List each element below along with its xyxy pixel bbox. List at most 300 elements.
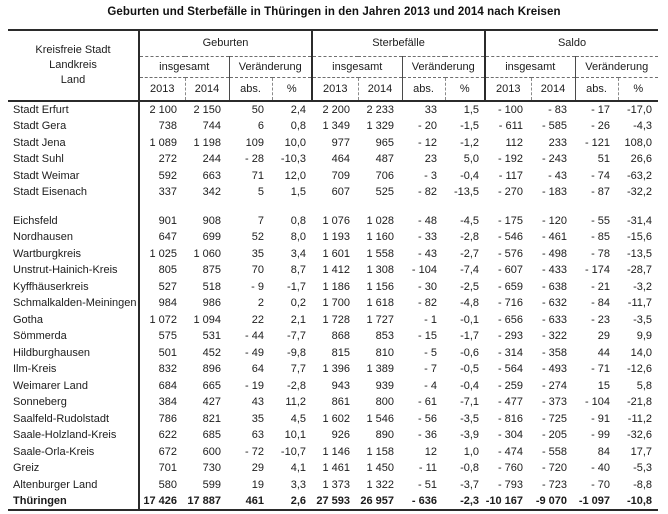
value-cell: - 322 xyxy=(541,330,568,343)
value-cell: - 659 xyxy=(497,280,524,293)
value-cell: 1 025 xyxy=(149,247,177,260)
value-cell: 14,0 xyxy=(630,346,653,359)
value-cell: - 19 xyxy=(245,379,264,392)
col-header-pct: % xyxy=(618,77,658,101)
value-cell: -7,1 xyxy=(460,396,480,409)
value-cell: -3,7 xyxy=(460,478,480,491)
value-cell: - 99 xyxy=(591,429,611,442)
value-cell: 861 xyxy=(331,396,350,409)
value-cell: 2 233 xyxy=(366,104,394,116)
value-cell: - 546 xyxy=(497,231,524,244)
district-name-cell: Weimarer Land xyxy=(8,378,139,395)
value-cell: 1 329 xyxy=(366,120,394,133)
district-name-cell: Saalfeld-Rudolstadt xyxy=(8,411,139,428)
value-cell: -1,5 xyxy=(460,120,480,133)
value-cell: 3,3 xyxy=(290,478,306,491)
value-cell: - 43 xyxy=(548,169,568,182)
value-cell: 63 xyxy=(251,429,264,442)
value-cell: 0,8 xyxy=(290,120,306,133)
value-cell: -28,7 xyxy=(626,264,653,277)
value-cell: 592 xyxy=(158,169,177,182)
value-cell: 0,8 xyxy=(290,214,306,227)
value-cell: 607 xyxy=(331,186,350,199)
district-name-cell: Wartburgkreis xyxy=(8,246,139,263)
value-cell: - 72 xyxy=(245,445,264,458)
value-cell: - 11 xyxy=(418,462,437,475)
value-cell: 35 xyxy=(251,412,264,425)
value-cell: -7,7 xyxy=(287,330,306,343)
value-cell: 17,7 xyxy=(630,445,653,458)
value-cell: -4,8 xyxy=(460,297,480,310)
value-cell: 0,2 xyxy=(290,297,306,310)
value-cell: 701 xyxy=(158,462,177,475)
district-name-cell: Kyffhäuserkreis xyxy=(8,279,139,296)
value-cell: 1 158 xyxy=(366,445,394,458)
value-cell: 986 xyxy=(202,297,221,310)
group-header-balance: Saldo xyxy=(485,30,658,56)
value-cell: -0,4 xyxy=(460,169,480,182)
district-name-cell: Unstrut-Hainich-Kreis xyxy=(8,262,139,279)
value-cell: -13,5 xyxy=(626,247,653,260)
value-cell: 1 322 xyxy=(366,478,394,491)
row-header-line: Landkreis xyxy=(49,59,97,71)
value-cell: 12,0 xyxy=(284,169,306,182)
value-cell: -2,7 xyxy=(460,247,480,260)
value-cell: - 117 xyxy=(498,169,524,182)
value-cell: - 33 xyxy=(418,231,437,244)
value-cell: 1 618 xyxy=(366,297,394,310)
value-cell: -9,8 xyxy=(287,346,306,359)
district-name-cell: Ilm-Kreis xyxy=(8,361,139,378)
col-header-2014: 2014 xyxy=(358,77,402,101)
value-cell: -2,8 xyxy=(287,379,306,392)
value-cell: -63,2 xyxy=(626,169,653,182)
district-name-cell: Stadt Gera xyxy=(8,118,139,135)
value-cell: 1 601 xyxy=(322,247,350,260)
value-cell: 17 426 xyxy=(143,495,177,507)
value-cell: - 51 xyxy=(418,478,437,491)
value-cell: -13,5 xyxy=(453,186,480,199)
value-cell: 890 xyxy=(375,429,394,442)
value-cell: 29 xyxy=(597,330,611,343)
value-cell: - 174 xyxy=(584,264,611,277)
district-name-cell: Stadt Weimar xyxy=(8,168,139,185)
value-cell: - 183 xyxy=(541,186,568,199)
value-cell: 43 xyxy=(251,396,264,409)
value-cell: 599 xyxy=(202,478,221,491)
value-cell: 6 xyxy=(257,120,264,133)
district-name-cell: Gotha xyxy=(8,312,139,329)
value-cell: -0,8 xyxy=(460,462,480,475)
value-cell: 452 xyxy=(202,346,221,359)
value-cell: - 493 xyxy=(541,363,568,376)
value-cell: - 720 xyxy=(541,462,568,475)
value-cell: 730 xyxy=(202,462,221,475)
value-cell: - 36 xyxy=(418,429,437,442)
value-cell: 1,5 xyxy=(463,104,480,116)
value-cell: 19 xyxy=(251,478,264,491)
value-cell: 709 xyxy=(331,169,350,182)
value-cell: - 104 xyxy=(584,396,611,409)
district-name-cell: Stadt Jena xyxy=(8,135,139,152)
value-cell: 3,4 xyxy=(290,247,306,260)
value-cell: - 83 xyxy=(548,104,568,116)
value-cell: 10,1 xyxy=(284,429,306,442)
subheader-change: Veränderung xyxy=(575,56,658,77)
value-cell: - 270 xyxy=(497,186,524,199)
value-cell: 2,6 xyxy=(290,495,306,507)
value-cell: - 23 xyxy=(591,313,611,326)
table-row xyxy=(8,279,658,296)
value-cell: 17 887 xyxy=(187,495,221,507)
value-cell: 15 xyxy=(597,379,611,392)
value-cell: - 656 xyxy=(497,313,524,326)
value-cell: - 274 xyxy=(541,379,568,392)
value-cell: 26,6 xyxy=(630,153,653,166)
value-cell: 1 186 xyxy=(322,280,350,293)
value-cell: 943 xyxy=(331,379,350,392)
value-cell: 272 xyxy=(158,153,177,166)
value-cell: 875 xyxy=(202,264,221,277)
value-cell: - 3 xyxy=(424,169,437,182)
value-cell: - 74 xyxy=(591,169,611,182)
value-cell: - 78 xyxy=(591,247,611,260)
value-cell: -21,8 xyxy=(626,396,653,409)
value-cell: 1 349 xyxy=(322,120,350,133)
value-cell: - 611 xyxy=(498,120,524,133)
value-cell: - 175 xyxy=(497,214,524,227)
header-group-row xyxy=(8,30,658,56)
value-cell: - 40 xyxy=(591,462,611,475)
value-cell: 901 xyxy=(158,214,177,227)
value-cell: 33 xyxy=(424,104,437,116)
value-cell: - 91 xyxy=(591,412,611,425)
value-cell: - 373 xyxy=(541,396,568,409)
value-cell: 580 xyxy=(158,478,177,491)
value-cell: 1 193 xyxy=(322,231,350,244)
value-cell: 26 957 xyxy=(360,495,394,507)
value-cell: - 192 xyxy=(497,153,524,166)
table-row xyxy=(8,246,658,263)
value-cell: 800 xyxy=(375,396,394,409)
value-cell: - 84 xyxy=(591,297,611,310)
value-cell: 2 150 xyxy=(193,104,221,116)
value-cell: - 558 xyxy=(541,445,568,458)
value-cell: 10,0 xyxy=(284,136,306,149)
row-header-line: Kreisfreie Stadt xyxy=(35,44,111,56)
value-cell: 665 xyxy=(202,379,221,392)
table-row xyxy=(8,213,658,230)
value-cell: 35 xyxy=(251,247,264,260)
value-cell: - 607 xyxy=(497,264,524,277)
value-cell: 1 727 xyxy=(366,313,394,326)
value-cell: 27 593 xyxy=(316,495,350,507)
value-cell: 1,5 xyxy=(290,186,306,199)
value-cell: -4,5 xyxy=(460,214,480,227)
value-cell: 337 xyxy=(158,186,177,199)
district-name-cell: Thüringen xyxy=(8,493,139,510)
value-cell: 1,0 xyxy=(463,445,480,458)
table-row xyxy=(8,229,658,246)
value-cell: 896 xyxy=(202,363,221,376)
value-cell: 461 xyxy=(245,495,264,507)
value-cell: 2 xyxy=(257,297,264,310)
value-cell: -1 097 xyxy=(578,495,611,507)
value-cell: - 638 xyxy=(541,280,568,293)
value-cell: -1,7 xyxy=(287,280,306,293)
table-row xyxy=(8,493,658,510)
table-row xyxy=(8,394,658,411)
value-cell: - 85 xyxy=(591,231,611,244)
row-header-cell xyxy=(8,30,139,101)
value-cell: 108,0 xyxy=(624,136,653,149)
table-row xyxy=(8,345,658,362)
table-row xyxy=(8,411,658,428)
value-cell: -32,2 xyxy=(626,186,653,199)
value-cell: 1 060 xyxy=(193,247,221,260)
value-cell: 501 xyxy=(158,346,177,359)
value-cell: 1 700 xyxy=(322,297,350,310)
value-cell: 1 396 xyxy=(322,363,350,376)
births-deaths-table xyxy=(8,29,658,511)
table-row xyxy=(8,378,658,395)
value-cell: - 82 xyxy=(418,297,437,310)
value-cell: 600 xyxy=(202,445,221,458)
value-cell: 464 xyxy=(331,153,350,166)
value-cell: -10,3 xyxy=(280,153,306,166)
table-row xyxy=(8,151,658,168)
value-cell: -0,4 xyxy=(460,379,480,392)
value-cell: - 17 xyxy=(591,104,611,116)
value-cell: 2 200 xyxy=(322,104,350,116)
value-cell: -17,0 xyxy=(626,104,653,116)
value-cell: - 314 xyxy=(497,346,524,359)
value-cell: - 576 xyxy=(497,247,524,260)
value-cell: - 20 xyxy=(418,120,437,133)
group-header-births: Geburten xyxy=(139,30,312,56)
value-cell: 427 xyxy=(202,396,221,409)
value-cell: 575 xyxy=(158,330,177,343)
value-cell: - 44 xyxy=(245,330,264,343)
value-cell: 52 xyxy=(251,231,264,244)
col-header-2013: 2013 xyxy=(485,77,531,101)
value-cell: 1 389 xyxy=(366,363,394,376)
district-name-cell: Stadt Eisenach xyxy=(8,184,139,201)
value-cell: - 7 xyxy=(424,363,437,376)
value-cell: 244 xyxy=(202,153,221,166)
value-cell: - 30 xyxy=(418,280,437,293)
value-cell: 487 xyxy=(375,153,394,166)
value-cell: - 477 xyxy=(497,396,524,409)
value-cell: 1 160 xyxy=(366,231,394,244)
value-cell: -9 070 xyxy=(535,495,568,507)
value-cell: - 21 xyxy=(591,280,611,293)
value-cell: - 760 xyxy=(497,462,524,475)
value-cell: -31,4 xyxy=(626,214,653,227)
value-cell: 1 373 xyxy=(322,478,350,491)
value-cell: 44 xyxy=(597,346,611,359)
value-cell: - 1 xyxy=(424,313,437,326)
district-name-cell: Sömmerda xyxy=(8,328,139,345)
value-cell: -1,7 xyxy=(460,330,480,343)
value-cell: 977 xyxy=(331,136,350,149)
spacer-row xyxy=(8,201,658,213)
table-row xyxy=(8,444,658,461)
col-header-2013: 2013 xyxy=(312,77,358,101)
value-cell: 342 xyxy=(202,186,221,199)
value-cell: -0,6 xyxy=(460,346,480,359)
value-cell: -7,4 xyxy=(460,264,480,277)
value-cell: 2 100 xyxy=(149,104,177,116)
table-row xyxy=(8,312,658,329)
value-cell: 5,0 xyxy=(463,153,480,166)
value-cell: 1 089 xyxy=(149,136,177,149)
value-cell: - 87 xyxy=(591,186,611,199)
table-row xyxy=(8,184,658,201)
col-header-2013: 2013 xyxy=(139,77,185,101)
value-cell: -2,3 xyxy=(460,495,480,507)
value-cell: - 725 xyxy=(541,412,568,425)
value-cell: -8,8 xyxy=(633,478,653,491)
value-cell: 672 xyxy=(158,445,177,458)
value-cell: 2,1 xyxy=(290,313,306,326)
page-title: Geburten und Sterbefälle in Thüringen in den Jahren 2013 und 2014 nach Kreisen xyxy=(107,6,561,18)
value-cell: - 70 xyxy=(591,478,611,491)
value-cell: - 585 xyxy=(541,120,568,133)
value-cell: 744 xyxy=(202,120,221,133)
value-cell: -10 167 xyxy=(485,495,524,507)
value-cell: - 358 xyxy=(541,346,568,359)
value-cell: 233 xyxy=(548,136,568,149)
value-cell: - 12 xyxy=(418,136,437,149)
table-row xyxy=(8,262,658,279)
value-cell: 8,7 xyxy=(290,264,306,277)
value-cell: 531 xyxy=(202,330,221,343)
value-cell: 908 xyxy=(202,214,221,227)
value-cell: - 498 xyxy=(541,247,568,260)
value-cell: -1,2 xyxy=(460,136,480,149)
table-row xyxy=(8,135,658,152)
col-header-abs: abs. xyxy=(575,77,618,101)
value-cell: 1 546 xyxy=(366,412,394,425)
value-cell: -11,2 xyxy=(627,412,653,425)
value-cell: 832 xyxy=(158,363,177,376)
value-cell: 5 xyxy=(257,186,264,199)
value-cell: 1 558 xyxy=(366,247,394,260)
value-cell: -10,8 xyxy=(626,495,653,507)
subheader-change: Veränderung xyxy=(402,56,485,77)
value-cell: - 723 xyxy=(541,478,568,491)
value-cell: 1 461 xyxy=(322,462,350,475)
value-cell: 527 xyxy=(158,280,177,293)
value-cell: -11,7 xyxy=(627,297,653,310)
table-row xyxy=(8,460,658,477)
subheader-total: insgesamt xyxy=(312,56,402,77)
table-header xyxy=(8,30,658,101)
value-cell: 64 xyxy=(251,363,264,376)
value-cell: 1 028 xyxy=(366,214,394,227)
spacer-cell xyxy=(139,201,658,213)
value-cell: - 793 xyxy=(497,478,524,491)
col-header-2014: 2014 xyxy=(531,77,575,101)
value-cell: 1 728 xyxy=(322,313,350,326)
value-cell: - 49 xyxy=(245,346,264,359)
value-cell: 84 xyxy=(597,445,611,458)
value-cell: - 461 xyxy=(541,231,568,244)
table-body xyxy=(8,101,658,510)
district-name-cell: Nordhausen xyxy=(8,229,139,246)
value-cell: 29 xyxy=(251,462,264,475)
value-cell: 853 xyxy=(375,330,394,343)
value-cell: - 104 xyxy=(411,264,437,277)
district-name-cell: Sonneberg xyxy=(8,394,139,411)
value-cell: 2,4 xyxy=(290,104,306,116)
table-row xyxy=(8,477,658,494)
value-cell: -12,6 xyxy=(626,363,653,376)
value-cell: 622 xyxy=(158,429,177,442)
value-cell: 7,7 xyxy=(290,363,306,376)
value-cell: -15,6 xyxy=(626,231,653,244)
value-cell: - 28 xyxy=(245,153,264,166)
value-cell: 11,2 xyxy=(285,396,306,409)
value-cell: - 564 xyxy=(497,363,524,376)
value-cell: 663 xyxy=(202,169,221,182)
value-cell: -3,5 xyxy=(633,313,653,326)
value-cell: -10,7 xyxy=(280,445,306,458)
value-cell: 525 xyxy=(375,186,394,199)
value-cell: - 716 xyxy=(497,297,524,310)
value-cell: 112 xyxy=(505,136,524,149)
value-cell: - 48 xyxy=(418,214,437,227)
value-cell: - 293 xyxy=(497,330,524,343)
district-name-cell: Stadt Suhl xyxy=(8,151,139,168)
value-cell: 71 xyxy=(251,169,264,182)
value-cell: - 433 xyxy=(541,264,568,277)
table-row xyxy=(8,361,658,378)
value-cell: 12 xyxy=(424,445,437,458)
value-cell: - 100 xyxy=(497,104,524,116)
value-cell: -2,5 xyxy=(460,280,480,293)
value-cell: - 636 xyxy=(411,495,437,507)
value-cell: - 120 xyxy=(541,214,568,227)
value-cell: 868 xyxy=(331,330,350,343)
value-cell: - 71 xyxy=(591,363,611,376)
district-name-cell: Eichsfeld xyxy=(8,213,139,230)
value-cell: 699 xyxy=(202,231,221,244)
district-name-cell: Saale-Holzland-Kreis xyxy=(8,427,139,444)
value-cell: - 633 xyxy=(541,313,568,326)
district-name-cell: Hildburghausen xyxy=(8,345,139,362)
value-cell: 384 xyxy=(158,396,177,409)
value-cell: - 304 xyxy=(497,429,524,442)
subheader-total: insgesamt xyxy=(139,56,229,77)
subheader-total: insgesamt xyxy=(485,56,575,77)
value-cell: 685 xyxy=(202,429,221,442)
value-cell: - 43 xyxy=(418,247,437,260)
value-cell: - 55 xyxy=(591,214,611,227)
value-cell: -32,6 xyxy=(626,429,653,442)
value-cell: 965 xyxy=(375,136,394,149)
value-cell: - 5 xyxy=(424,346,437,359)
value-cell: - 15 xyxy=(418,330,437,343)
value-cell: -0,1 xyxy=(460,313,480,326)
value-cell: 1 094 xyxy=(193,313,221,326)
value-cell: 684 xyxy=(158,379,177,392)
district-name-cell: Saale-Orla-Kreis xyxy=(8,444,139,461)
group-header-deaths: Sterbefälle xyxy=(312,30,485,56)
value-cell: -5,3 xyxy=(633,462,653,475)
value-cell: - 82 xyxy=(418,186,437,199)
